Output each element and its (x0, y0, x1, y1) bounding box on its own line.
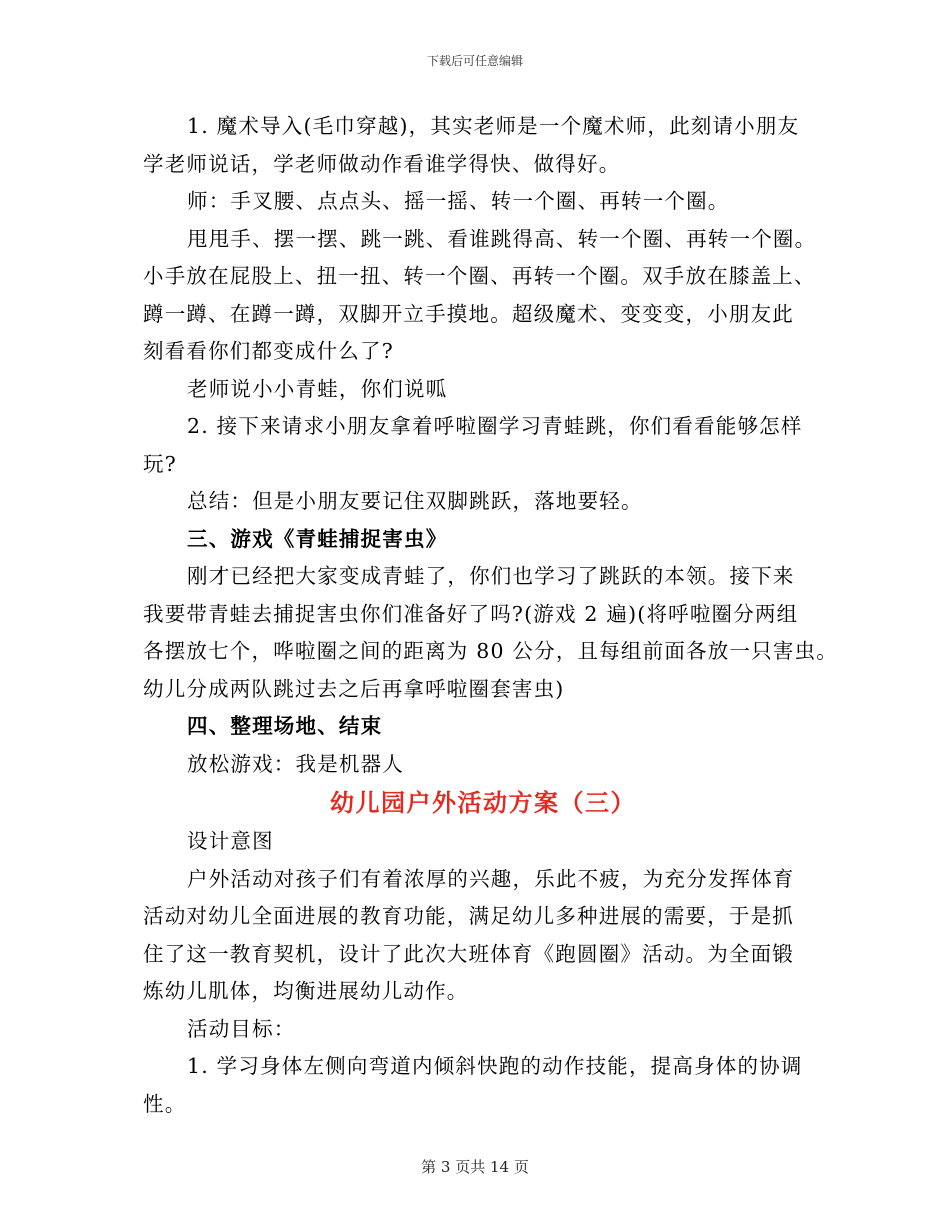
paragraph-line: 刻看看你们都变成什么了? (143, 339, 394, 363)
paragraph-game-description: 刚才已经把大家变成青蛙了，你们也学习了跳跃的本领。接下来 (187, 564, 795, 588)
paragraph-line: 幼儿分成两队跳过去之后再拿呼啦圈套害虫) (143, 676, 565, 701)
paragraph-frog-call: 老师说小小青蛙，你们说呱 (187, 376, 448, 401)
paragraph-actions-continued: 甩甩手、摆一摆、跳一跳、看谁跳得高、转一个圈、再转一个圈。 (187, 226, 817, 251)
page-footer: 第 3 页共 14 页 (421, 1158, 529, 1176)
paragraph-line: 蹲一蹲、在蹲一蹲，双脚开立手摸地。超级魔术、变变变，小朋友此 (143, 301, 794, 326)
paragraph-line: 炼幼儿肌体，均衡进展幼儿动作。 (143, 979, 469, 1003)
paragraph-line: 学老师说话，学老师做动作看谁学得快、做得好。 (143, 151, 621, 176)
section-heading-game: 三、游戏《青蛙捕捉害虫》 (187, 526, 448, 551)
paragraph-line: 各摆放七个，哗啦圈之间的距离为 80 公分，且每组前面各放一只害虫。 (143, 639, 838, 663)
paragraph-relax-game: 放松游戏：我是机器人 (187, 751, 404, 776)
paragraph-line: 我要带青蛙去捕捉害虫你们准备好了吗?(游戏 2 遍)(将呼啦圈分两组 (143, 601, 799, 626)
document-title: 幼儿园户外活动方案（三） (330, 788, 636, 817)
paragraph-teacher-actions: 师：手叉腰、点点头、摇一摇、转一个圈、再转一个圈。 (187, 189, 730, 213)
paragraph-line: 住了这一教育契机，设计了此次大班体育《跑圆圈》活动。为全面锻 (143, 941, 794, 966)
paragraph-magic-intro: 1. 魔术导入(毛巾穿越)，其实老师是一个魔术师，此刻请小朋友 (187, 114, 800, 138)
paragraph-design-intent-label: 设计意图 (187, 829, 274, 853)
section-heading-wrapup: 四、整理场地、结束 (187, 714, 383, 738)
paragraph-line: 玩? (143, 451, 177, 476)
paragraph-line: 性。 (143, 1091, 187, 1116)
paragraph-line: 小手放在屁股上、扭一扭、转一个圈、再转一个圈。双手放在膝盖上、 (143, 264, 816, 288)
page-header: 下载后可任意编辑 (426, 54, 523, 68)
document-body (143, 108, 838, 1123)
paragraph-goal-1: 1. 学习身体左侧向弯道内倾斜快跑的动作技能，提高身体的协调 (187, 1054, 803, 1078)
paragraph-hula-hoop: 2. 接下来请求小朋友拿着呼啦圈学习青蛙跳，你们看看能够怎样 (187, 414, 803, 438)
paragraph-goals-label: 活动目标： (187, 1016, 296, 1041)
paragraph-summary: 总结：但是小朋友要记住双脚跳跃，落地要轻。 (187, 489, 643, 513)
paragraph-line: 活动对幼儿全面进展的教育功能，满足幼儿多种进展的需要，于是抓 (143, 904, 794, 928)
paragraph-design-intent: 户外活动对孩子们有着浓厚的兴趣，乐此不疲，为充分发挥体育 (187, 866, 795, 891)
